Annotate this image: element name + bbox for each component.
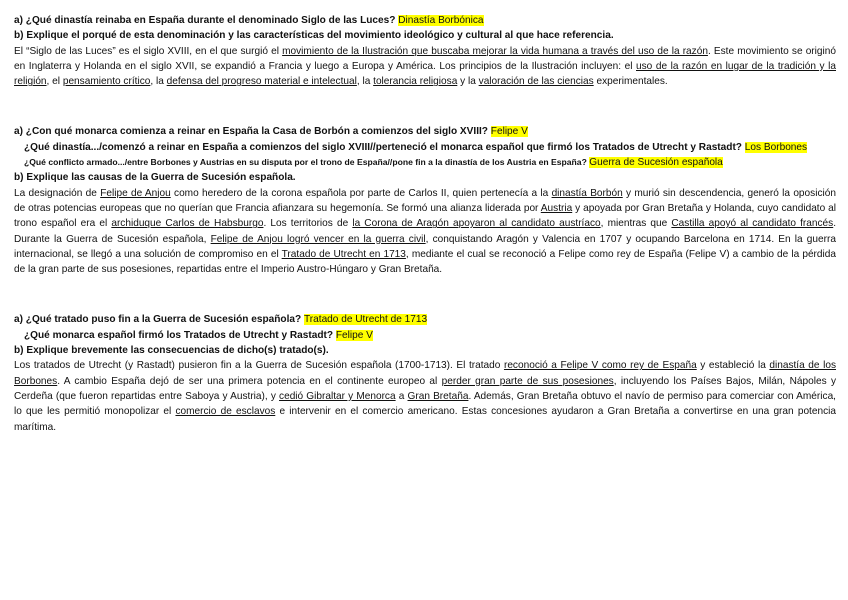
section-spacer [14, 89, 836, 124]
question-2a-variant [14, 140, 836, 155]
text-span: , mientras que [600, 218, 672, 230]
underlined-key-phrase: Felipe de Anjou [100, 187, 171, 199]
text-span: El “Siglo de las Luces” es el siglo XVIII, en el que surgió el [14, 45, 283, 57]
underlined-key-phrase: valoración de las ciencias [478, 76, 594, 88]
underlined-key-phrase: comercio de esclavos [175, 406, 276, 418]
underlined-key-phrase: la Corona de Aragón apoyaron al candidato austríaco [352, 218, 601, 230]
text-span: . A cambio España dejó de ser una primera potencia en el continente europeo al [57, 375, 442, 387]
underlined-key-phrase: Castilla apoyó al candidato francés [671, 218, 834, 230]
question-block-1 [14, 13, 836, 89]
text-span: , conquistando Aragón y Valencia en 1707 y ocupando Barcelona en 1714. En la guerra internacional, se llegó a una solución de compromiso en el [14, 233, 836, 260]
section-spacer [14, 277, 836, 312]
answer-highlight: Tratado de Utrecht de 1713 [304, 314, 428, 326]
answer-highlight: Felipe V [335, 329, 373, 341]
question-2a-text: a) ¿Con qué monarca comienza a reinar en España la Casa de Borbón a comienzos del siglo XVIII? [14, 126, 488, 138]
text-span: . Los territorios de [263, 218, 353, 230]
question-1b: b) Explique el porqué de esta denominación y las características del movimiento ideológico y cultural al que hace referencia. [14, 30, 614, 42]
underlined-key-phrase: Tratado de Utrecht en 1713 [281, 248, 406, 260]
answer-highlight: Guerra de Sucesión española [589, 157, 723, 169]
text-span: La designación de [14, 187, 101, 199]
text-span: . Este movimiento se originó en Inglaterra y Holanda en el siglo XVII, se expandió a Francia y luego a Europa y América. Los principios de la Ilustración incluyen: el [14, 45, 836, 72]
text-span: , el [46, 76, 63, 88]
underlined-key-phrase: tolerancia religiosa [373, 76, 458, 88]
question-3a-text: a) ¿Qué tratado puso fin a la Guerra de Sucesión española? [14, 314, 302, 326]
text-span: , mediante el cual se reconoció a Felipe como rey de España (Felipe V) a cambio de la pérdida de la gran parte de sus posesiones, repartidas entre el Imperio Austro-Húngaro y Gran Bretaña. [14, 248, 836, 276]
question-3b: b) Explique brevemente las consecuencias de dicho(s) tratado(s). [14, 345, 329, 357]
text-span: como heredero de la corona española por parte de Carlos II, quien pertenecía a la [170, 187, 552, 199]
answer-highlight: Dinastía Borbónica [398, 15, 484, 26]
question-2a-variant-2 [14, 155, 836, 170]
text-span: e intervenir en el comercio americano. Estas concesiones ayudaron a Gran Bretaña a convertirse en una gran potencia marítima. [14, 406, 836, 433]
text-span: y apoyada por Gran Bretaña y Holanda, cuyo candidato al trono español era el [14, 202, 837, 230]
question-3a [14, 312, 836, 327]
text-span: , incluyendo los Países Bajos, Milán, Nápoles y Cerdeña (que fueron repartidas entre Saboya y Austria), y [14, 375, 837, 402]
answer-highlight: Los Borbones [744, 141, 808, 153]
question-2b: b) Explique las causas de la Guerra de Sucesión española. [14, 172, 296, 184]
text-span: y estableció la [696, 360, 770, 372]
text-span: y murió sin descendencia, generó la oposición de otras potencias europeas que no querían que Francia afianzara su hegemonía. Se formó una alianza liderada por [14, 187, 836, 214]
answer-paragraph-3 [14, 358, 836, 434]
text-span: experimentales. [593, 76, 668, 88]
underlined-key-phrase: Gran Bretaña [407, 390, 469, 402]
question-3a-variant [14, 328, 836, 343]
underlined-key-phrase: dinastía Borbón [551, 187, 623, 199]
question-2a-variant-text: ¿Qué dinastía.../comenzó a reinar en España a comienzos del siglo XVIII//perteneció el monarca español que firmó los Tratados de Utrecht y Rastadt? [24, 141, 742, 153]
answer-paragraph-2 [14, 186, 836, 278]
underlined-key-phrase: movimiento de la Ilustración que buscaba mejorar la vida humana a través del uso de la razón [282, 45, 708, 57]
underlined-key-phrase: archiduque Carlos de Habsburgo [111, 218, 264, 230]
underlined-key-phrase: reconoció a Felipe V como rey de España [503, 360, 697, 372]
text-span: . Además, Gran Bretaña obtuvo el navío de permiso para comerciar con América, lo que les permitió monopolizar el [14, 390, 836, 418]
text-span: , la [356, 76, 374, 88]
question-1a [14, 13, 836, 28]
question-2a [14, 124, 836, 139]
text-span: Los tratados de Utrecht (y Rastadt) pusieron fin a la Guerra de Sucesión española (1700-1713). El tratado [14, 360, 504, 372]
text-span: , la [150, 76, 167, 88]
underlined-key-phrase: defensa del progreso material e intelectual [166, 76, 357, 88]
question-block-2 [14, 124, 836, 277]
answer-paragraph-1 [14, 44, 836, 90]
underlined-key-phrase: Felipe de Anjou logró vencer en la guerra civil [210, 233, 426, 245]
underlined-key-phrase: dinastía de los Borbones [14, 360, 837, 387]
underlined-key-phrase: pensamiento crítico [62, 76, 151, 88]
text-span: a [395, 390, 408, 402]
question-block-3 [14, 312, 836, 434]
underlined-key-phrase: perder gran parte de sus posesiones [441, 375, 614, 387]
text-span: y la [457, 76, 479, 88]
question-3a-variant-text: ¿Qué monarca español firmó los Tratados de Utrecht y Rastadt? [24, 329, 334, 341]
answer-highlight: Felipe V [490, 126, 528, 138]
question-2a-variant-2-text: ¿Qué conflicto armado.../entre Borbones y Austrias en su disputa por el trono de España//pone fin a la dinastía de los Austria en España? [24, 157, 587, 168]
question-1a-text: a) ¿Qué dinastía reinaba en España durante el denominado Siglo de las Luces? [14, 15, 396, 26]
underlined-key-phrase: cedió Gibraltar y Menorca [279, 390, 396, 402]
underlined-key-phrase: Austria [540, 202, 573, 214]
text-span: . Durante la Guerra de Sucesión española, [14, 218, 837, 245]
underlined-key-phrase: uso de la razón en lugar de la tradición y la religión [14, 60, 836, 88]
